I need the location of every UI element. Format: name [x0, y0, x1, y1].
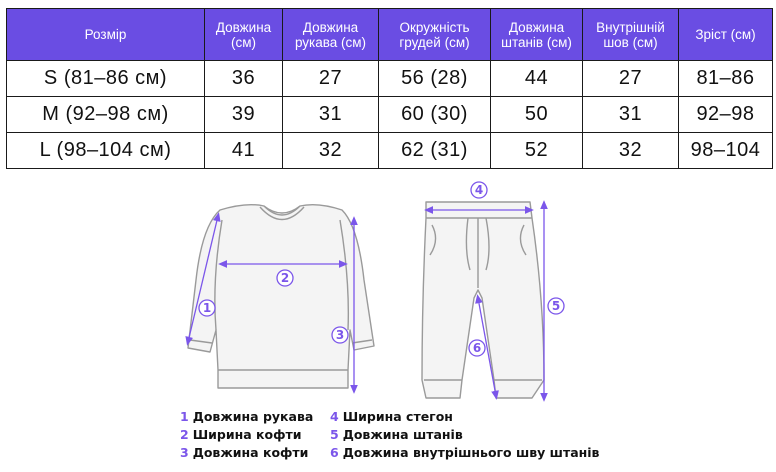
legend-item [180, 408, 313, 426]
marker-4 [471, 182, 487, 198]
legend-label: Довжина кофти [192, 445, 309, 460]
table-row [7, 133, 773, 169]
table-cell: 27 [283, 61, 379, 97]
table-cell: 62 (31) [379, 133, 491, 169]
table-row [7, 97, 773, 133]
legend-number: 3 [180, 445, 189, 460]
table-cell: L (98–104 см) [7, 133, 205, 169]
table-cell: 92–98 [679, 97, 773, 133]
header-pants-length: Довжина штанів (см) [491, 9, 583, 61]
legend-item [180, 444, 313, 462]
legend-label: Довжина рукава [192, 409, 314, 424]
table-cell: 81–86 [679, 61, 773, 97]
table-cell: 44 [491, 61, 583, 97]
measurement-diagram [160, 180, 600, 408]
marker-1 [199, 300, 215, 316]
table-cell: 32 [283, 133, 379, 169]
table-cell: 31 [583, 97, 679, 133]
legend-number: 2 [180, 427, 189, 442]
size-table [6, 8, 773, 169]
header-inseam: Внутрішній шов (см) [583, 9, 679, 61]
table-cell: 41 [205, 133, 283, 169]
sweatshirt-illustration [188, 205, 374, 388]
marker-6 [469, 340, 485, 356]
legend-number: 4 [330, 409, 339, 424]
svg-text:2: 2 [280, 271, 290, 285]
legend-label: Ширина стегон [342, 409, 453, 424]
table-cell: 36 [205, 61, 283, 97]
legend-item [180, 426, 313, 444]
table-cell: 60 (30) [379, 97, 491, 133]
header-size: Розмір [7, 9, 205, 61]
legend-label: Довжина штанів [342, 427, 463, 442]
header-length: Довжина (см) [205, 9, 283, 61]
header-height: Зріст (см) [679, 9, 773, 61]
header-chest: Окружність грудей (см) [379, 9, 491, 61]
legend-number: 6 [330, 445, 339, 460]
marker-5 [548, 298, 564, 314]
legend-number: 5 [330, 427, 339, 442]
table-row [7, 61, 773, 97]
svg-text:1: 1 [202, 301, 212, 315]
pants-illustration [422, 202, 544, 398]
legend-number: 1 [180, 409, 189, 424]
svg-text:5: 5 [551, 299, 561, 313]
legend-item [330, 408, 599, 426]
legend-item [330, 426, 599, 444]
table-cell: 32 [583, 133, 679, 169]
table-cell: 27 [583, 61, 679, 97]
marker-3 [332, 327, 348, 343]
legend-column [180, 408, 313, 462]
legend-column [330, 408, 599, 462]
svg-text:4: 4 [474, 183, 484, 197]
table-cell: 39 [205, 97, 283, 133]
marker-2 [277, 270, 293, 286]
svg-text:3: 3 [335, 328, 345, 342]
table-cell: M (92–98 см) [7, 97, 205, 133]
legend-label: Ширина кофти [192, 427, 302, 442]
legend-item [330, 444, 599, 462]
table-cell: 56 (28) [379, 61, 491, 97]
svg-text:6: 6 [472, 341, 482, 355]
table-cell: 50 [491, 97, 583, 133]
table-cell: 98–104 [679, 133, 773, 169]
table-cell: 52 [491, 133, 583, 169]
table-cell: 31 [283, 97, 379, 133]
table-header-row [7, 9, 773, 61]
legend-label: Довжина внутрішнього шву штанів [342, 445, 600, 460]
header-sleeve-length: Довжина рукава (см) [283, 9, 379, 61]
table-cell: S (81–86 см) [7, 61, 205, 97]
